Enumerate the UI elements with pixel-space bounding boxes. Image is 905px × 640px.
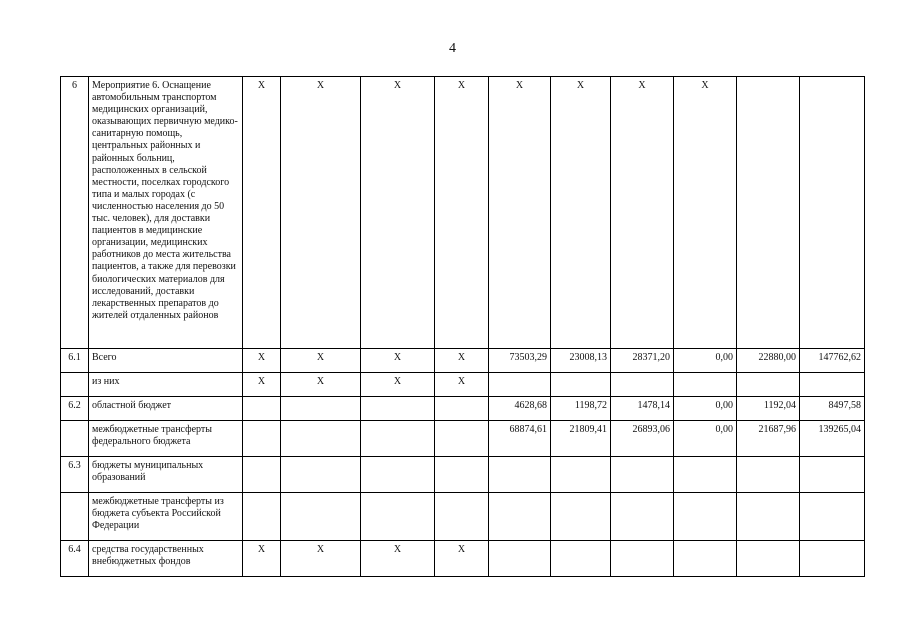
cell-mark bbox=[243, 457, 281, 493]
row-number: 6.2 bbox=[61, 397, 89, 421]
cell-mark bbox=[435, 457, 489, 493]
cell-value: 0,00 bbox=[674, 349, 737, 373]
cell-value: 28371,20 bbox=[611, 349, 674, 373]
cell-value bbox=[737, 457, 800, 493]
row-name: Всего bbox=[89, 349, 243, 373]
cell-value bbox=[674, 373, 737, 397]
cell-value: 1192,04 bbox=[737, 397, 800, 421]
cell-value: 147762,62 bbox=[800, 349, 865, 373]
cell-mark bbox=[281, 421, 361, 457]
cell-mark: X bbox=[361, 349, 435, 373]
cell-value bbox=[800, 493, 865, 541]
cell-value bbox=[611, 541, 674, 577]
row-name: из них bbox=[89, 373, 243, 397]
cell-mark: X bbox=[435, 77, 489, 349]
row-number bbox=[61, 493, 89, 541]
cell-value bbox=[737, 541, 800, 577]
cell-value bbox=[737, 373, 800, 397]
cell-value bbox=[674, 541, 737, 577]
row-number: 6.4 bbox=[61, 541, 89, 577]
cell-mark: X bbox=[435, 373, 489, 397]
cell-value bbox=[551, 373, 611, 397]
cell-value: 21809,41 bbox=[551, 421, 611, 457]
cell-mark bbox=[281, 397, 361, 421]
table-row bbox=[61, 373, 865, 397]
cell-mark: X bbox=[435, 349, 489, 373]
cell-mark: X bbox=[435, 541, 489, 577]
cell-mark: X bbox=[243, 77, 281, 349]
cell-mark: X bbox=[361, 77, 435, 349]
row-name: межбюджетные трансферты федерального бюджета bbox=[89, 421, 243, 457]
table-row bbox=[61, 541, 865, 577]
row-name: областной бюджет bbox=[89, 397, 243, 421]
row-number: 6.1 bbox=[61, 349, 89, 373]
cell-value bbox=[489, 493, 551, 541]
cell-mark bbox=[361, 493, 435, 541]
cell-mark bbox=[361, 457, 435, 493]
cell-mark: X bbox=[611, 77, 674, 349]
cell-value bbox=[611, 493, 674, 541]
cell-mark bbox=[281, 493, 361, 541]
cell-mark: X bbox=[281, 373, 361, 397]
cell-value: 139265,04 bbox=[800, 421, 865, 457]
cell-mark bbox=[435, 493, 489, 541]
row-name: средства государственных внебюджетных фондов bbox=[89, 541, 243, 577]
row-name: бюджеты муниципальных образований bbox=[89, 457, 243, 493]
cell-mark: X bbox=[243, 349, 281, 373]
cell-value bbox=[489, 373, 551, 397]
cell-value bbox=[800, 77, 865, 349]
table-row bbox=[61, 397, 865, 421]
row-number: 6.3 bbox=[61, 457, 89, 493]
cell-value: 73503,29 bbox=[489, 349, 551, 373]
row-number: 6 bbox=[61, 77, 89, 349]
cell-mark bbox=[243, 421, 281, 457]
cell-value: 22880,00 bbox=[737, 349, 800, 373]
cell-value bbox=[551, 493, 611, 541]
row-name: межбюджетные трансферты из бюджета субъекта Российской Федерации bbox=[89, 493, 243, 541]
cell-value: 0,00 bbox=[674, 421, 737, 457]
cell-mark bbox=[361, 421, 435, 457]
row-number bbox=[61, 373, 89, 397]
cell-value bbox=[489, 457, 551, 493]
cell-value: 26893,06 bbox=[611, 421, 674, 457]
cell-value bbox=[489, 541, 551, 577]
cell-mark: X bbox=[489, 77, 551, 349]
table-row bbox=[61, 349, 865, 373]
cell-value: 21687,96 bbox=[737, 421, 800, 457]
cell-mark bbox=[243, 493, 281, 541]
cell-value bbox=[674, 493, 737, 541]
table-row bbox=[61, 77, 865, 349]
cell-value bbox=[800, 373, 865, 397]
cell-value bbox=[611, 373, 674, 397]
cell-value bbox=[611, 457, 674, 493]
cell-mark: X bbox=[674, 77, 737, 349]
cell-mark: X bbox=[281, 541, 361, 577]
cell-value bbox=[674, 457, 737, 493]
cell-mark: X bbox=[361, 541, 435, 577]
page-number: 4 bbox=[449, 41, 456, 56]
cell-mark: X bbox=[551, 77, 611, 349]
row-number bbox=[61, 421, 89, 457]
cell-value bbox=[551, 541, 611, 577]
budget-table bbox=[60, 76, 865, 577]
cell-mark bbox=[361, 397, 435, 421]
cell-mark bbox=[281, 457, 361, 493]
cell-value bbox=[800, 457, 865, 493]
table-row bbox=[61, 493, 865, 541]
cell-value: 8497,58 bbox=[800, 397, 865, 421]
cell-value bbox=[737, 77, 800, 349]
cell-value bbox=[737, 493, 800, 541]
cell-value bbox=[800, 541, 865, 577]
cell-value: 1478,14 bbox=[611, 397, 674, 421]
cell-value: 23008,13 bbox=[551, 349, 611, 373]
cell-value: 1198,72 bbox=[551, 397, 611, 421]
cell-mark bbox=[435, 421, 489, 457]
table-row bbox=[61, 421, 865, 457]
cell-value: 4628,68 bbox=[489, 397, 551, 421]
cell-mark: X bbox=[243, 373, 281, 397]
cell-mark: X bbox=[361, 373, 435, 397]
cell-mark bbox=[243, 397, 281, 421]
cell-mark: X bbox=[281, 77, 361, 349]
cell-mark bbox=[435, 397, 489, 421]
cell-value: 0,00 bbox=[674, 397, 737, 421]
row-name: Мероприятие 6. Оснащение автомобильным транспортом медицинских организаций, оказывающих первичную медико-санитарную помощь, центральных районных и районных больниц, расположенных в сельской местности, поселках городского типа и малых городах (с численностью населения до 50 тыс. человек), для доставки пациентов в медицинские организации, медицинских работников до места жительства пациентов, а также для перевозки биологических материалов для исследований, доставки лекарственных препаратов до жителей отдаленных районов bbox=[89, 77, 243, 349]
cell-value: 68874,61 bbox=[489, 421, 551, 457]
table-row bbox=[61, 457, 865, 493]
cell-mark: X bbox=[281, 349, 361, 373]
cell-mark: X bbox=[243, 541, 281, 577]
cell-value bbox=[551, 457, 611, 493]
